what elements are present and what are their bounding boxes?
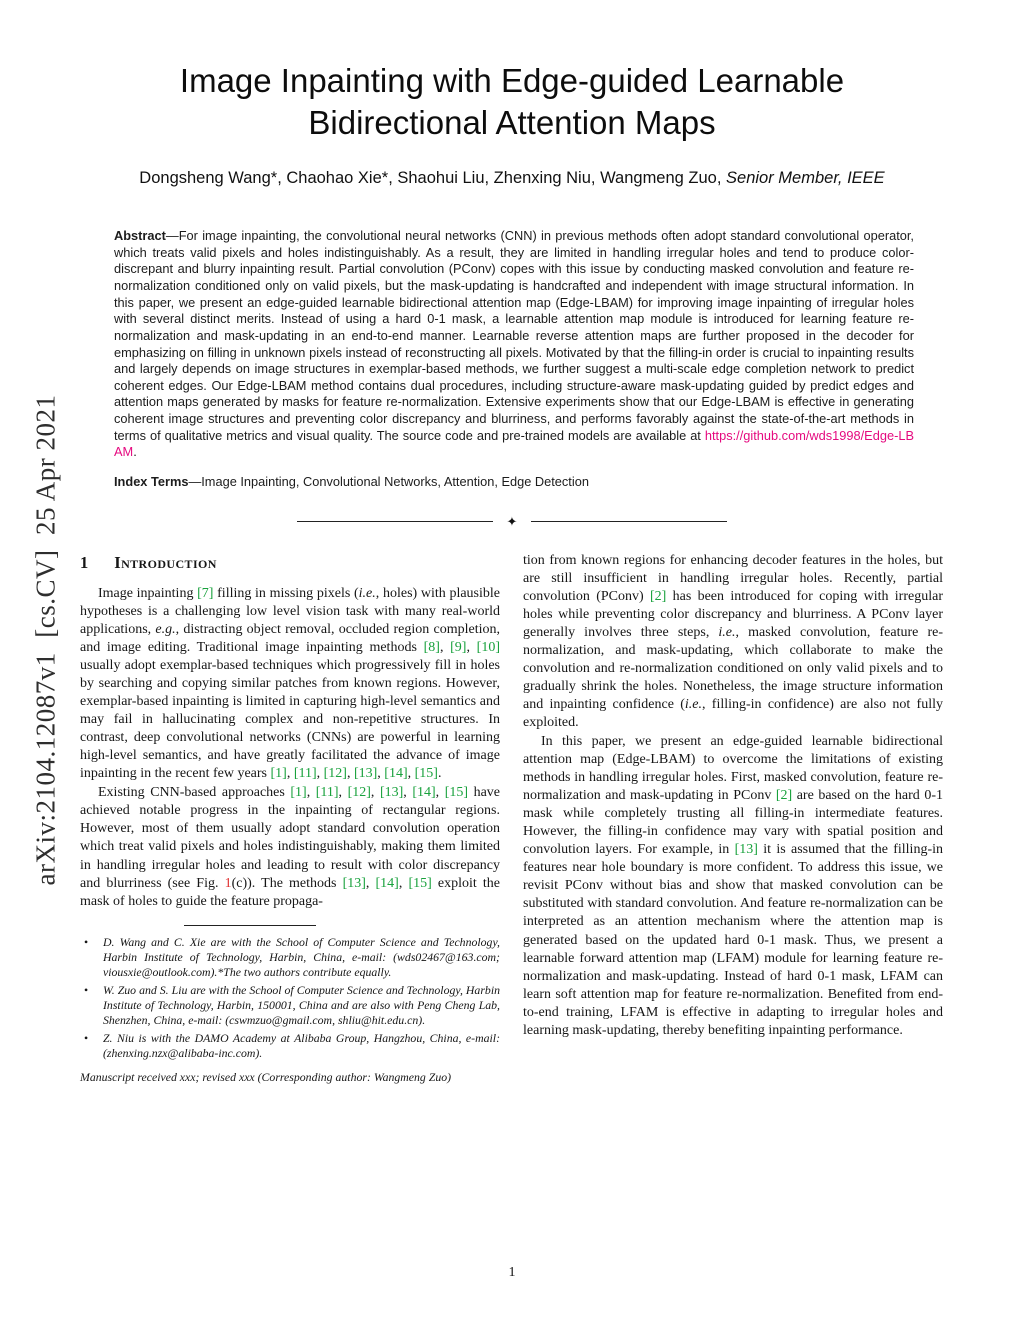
citation[interactable]: [13] bbox=[734, 842, 758, 858]
index-terms-label: Index Terms bbox=[114, 473, 189, 489]
column-left bbox=[80, 552, 500, 1086]
external-link[interactable]: https://github.com/wds1998/Edge-LBAM bbox=[114, 427, 914, 460]
body-paragraph: In this paper, we present an edge-guided learnable bidirectional attention map (Edge-LBAM) to overcome the limitations of existing methods in handling irregular holes. First, masked convolution, feature re-normalization and mask-updating in PConv [2] are based on the hard 0-1 mask while completely trusting all filling-in intermediate features. However, the filling-in confidence may vary with spatial position and convolution layers. For example, in [13] it is assumed that the filling-in features near hole boundary is more confident. To address this issue, we revisit PConv without bias and show that masked convolution can be substituted with standard convolution. And feature re-normalization can be interpreted as an attention mechanism where the attention map is generated based on the updated hard 0-1 mask. Thus, we present a learnable forward attention map (LFAM) module for learning feature re-normalization and mask-updating. Instead of hard 0-1 mask, LFAM can learn soft attention map for feature re-normalization. Benefited from end-to-end training, LFAM is effective in adapting to irregular holes and learning mask-updating, thereby benefiting inpainting performance. bbox=[523, 734, 944, 1038]
divider-line-right bbox=[531, 521, 727, 522]
abstract-text: —For image inpainting, the convolutional neural networks (CNN) in previous methods often adopt standard convolutional operator, which treats valid pixels and holes indistinguishably. As a result, they are limited in handling irregular holes and tend to produce color-discrepant and blurry inpainting result. Partial convolution (PConv) copes with this issue by conducting masked convolution and feature re-normalization conditioned only on valid pixels, but the mask-updating is handcrafted and independent with image structural information. In this paper, we present an edge-guided learnable bidirectional attention map (Edge-LBAM) for improving image inpainting of irregular holes with several distinct merits. Instead of using a hard 0-1 mask, a learnable attention map module is introduced for learning feature re-normalization and mask-updating in an end-to-end manner. Learnable reverse attention maps are further proposed in the decoder for emphasizing on filling in unknown pixels instead of reconstructing all pixels. Motivated by that the filling-in order is crucial to inpainting results and largely depends on image structures in exemplar-based methods, we further suggest a multi-scale edge completion network to predict coherent edges. Our Edge-LBAM method contains dual procedures, including structure-aware mask-updating guided by predict edges and attention maps generated by masks for feature re-normalization. Extensive experiments show that our Edge-LBAM is effective in generating coherent image structures and preventing color discrepancy and blurriness, and performs favorably against the state-of-the-art methods in terms of qualitative metrics and visual quality. The source code and pre-trained models are available at https://github.com/wds1998/Edge-LBAM. bbox=[114, 228, 914, 460]
body-paragraph: Existing CNN-based approaches [1], [11], [12], [13], [14], [15] have achieved notable progress in the inpainting of rectangular regions. However, most of them usually adopt standard convolution operation which treat valid pixels and holes indistinguishably, making them limited in handling irregular holes and leading to result with color discrepancy and blurriness (see Fig. 1(c)). The methods [13], [14], [15] exploit the mask of holes to guide the feature propaga- bbox=[80, 785, 501, 909]
index-terms bbox=[114, 474, 914, 491]
bullet-icon: • bbox=[84, 1031, 89, 1046]
citation[interactable]: [7] bbox=[197, 585, 214, 601]
citation[interactable]: [12] bbox=[323, 766, 347, 782]
page-number: 1 bbox=[508, 1265, 516, 1280]
column-right bbox=[523, 552, 943, 1086]
citation[interactable]: [13] bbox=[379, 785, 404, 801]
figure-reference[interactable]: 1 bbox=[224, 875, 232, 891]
two-column-body bbox=[80, 552, 944, 1086]
citation[interactable]: [10] bbox=[476, 639, 500, 655]
abstract-label: Abstract bbox=[114, 228, 166, 244]
section-title: Introduction bbox=[114, 552, 217, 572]
paper-title: Image Inpainting with Edge-guided Learnable Bidirectional Attention Maps bbox=[179, 62, 845, 141]
abstract-section bbox=[114, 228, 914, 490]
author-names: Dongsheng Wang*, Chaohao Xie*, Shaohui Liu, Zhenxing Niu, Wangmeng Zuo, bbox=[139, 169, 727, 188]
paper-content bbox=[80, 60, 944, 1086]
footnote-text: Z. Niu is with the DAMO Academy at Alibaba Group, Hangzhou, China, e-mail: (zhenxing.nzx@alibaba-inc.com). bbox=[103, 1031, 500, 1061]
citation[interactable]: [9] bbox=[450, 639, 467, 655]
author-membership: Senior Member, IEEE bbox=[726, 169, 885, 188]
index-terms-text: —Image Inpainting, Convolutional Networks, Attention, Edge Detection bbox=[188, 473, 589, 489]
citation[interactable]: [15] bbox=[414, 766, 438, 782]
citation[interactable]: [13] bbox=[353, 766, 378, 782]
citation[interactable]: [15] bbox=[444, 785, 469, 801]
footnote-text: W. Zuo and S. Liu are with the School of Computer Science and Technology, Harbin Institute of Technology, Harbin, 150001, China and are also with Peng Cheng Lab, Shenzhen, China, e-mail: (cswmzuo@gmail.com, shliu@hit.edu.cn). bbox=[103, 982, 500, 1028]
footnote-text: D. Wang and C. Xie are with the School of Computer Science and Technology, Harbin Institute of Technology, Harbin, China, e-mail: (wds02467@163.com; viousxie@outlook.com).*The two authors contribute equally. bbox=[103, 934, 500, 979]
footnote-rule bbox=[184, 925, 316, 926]
citation[interactable]: [11] bbox=[293, 766, 317, 782]
footnote-item bbox=[80, 935, 500, 980]
author-line bbox=[80, 169, 944, 188]
citation[interactable]: [13] bbox=[342, 875, 366, 891]
citation[interactable]: [8] bbox=[423, 639, 440, 655]
divider-line-left bbox=[297, 521, 493, 522]
footnotes bbox=[80, 925, 500, 1086]
citation[interactable]: [15] bbox=[408, 875, 432, 891]
footnote-item bbox=[80, 1031, 500, 1061]
section-heading-introduction bbox=[80, 552, 500, 573]
body-paragraph: Image inpainting [7] filling in missing pixels (i.e., holes) with plausible hypotheses is a challenging low level vision task with many real-world applications, e.g., distracting object removal, occluded region completion, and image editing. Traditional image inpainting methods [8], [9], [10] usually adopt exemplar-based techniques which progressively fill in holes by searching and copying similar patches from known regions. However, exemplar-based inpainting is limited in capturing high-level semantics and may fail in hallucinating complex and non-repetitive structures. In contrast, deep convolutional networks (CNNs) are powerful in learning high-level semantics, and have greatly facilitated the advance of image inpainting in the recent few years [1], [11], [12], [13], [14], [15]. bbox=[80, 585, 500, 782]
bullet-icon: • bbox=[84, 934, 89, 949]
divider-diamond: ✦ bbox=[506, 513, 518, 529]
citation[interactable]: [14] bbox=[412, 785, 436, 801]
bullet-icon: • bbox=[84, 982, 89, 997]
citation[interactable]: [14] bbox=[375, 875, 399, 891]
citation[interactable]: [1] bbox=[290, 785, 307, 801]
body-paragraph: tion from known regions for enhancing decoder features in the holes, but are still insufficient in handling irregular holes. Recently, partial convolution (PConv) [2] has been introduced for coping with irregular holes while preventing color discrepancy and blurriness. A PConv layer generally involves three steps, i.e., masked convolution, feature re-normalization, and mask-updating, which collaborate to make the convolution and re-normalization conditioned on only valid pixels and to gradually shrink the holes. Nonetheless, the image structure information and inpainting confidence (i.e., filling-in confidence) are also not fully exploited. bbox=[523, 552, 943, 730]
citation[interactable]: [2] bbox=[649, 588, 667, 604]
footnote-item bbox=[80, 983, 500, 1028]
citation[interactable]: [1] bbox=[270, 766, 287, 782]
citation[interactable]: [12] bbox=[347, 785, 371, 801]
citation[interactable]: [2] bbox=[775, 788, 793, 804]
section-divider bbox=[297, 515, 727, 528]
arxiv-banner: arXiv:2104.12087v1 [cs.CV] 25 Apr 2021 bbox=[30, 394, 61, 886]
abstract-paragraph bbox=[114, 228, 914, 461]
section-number: 1 bbox=[80, 552, 89, 572]
manuscript-note: Manuscript received xxx; revised xxx (Corresponding author: Wangmeng Zuo) bbox=[80, 1070, 452, 1085]
citation[interactable]: [14] bbox=[384, 766, 408, 782]
citation[interactable]: [11] bbox=[315, 785, 339, 801]
